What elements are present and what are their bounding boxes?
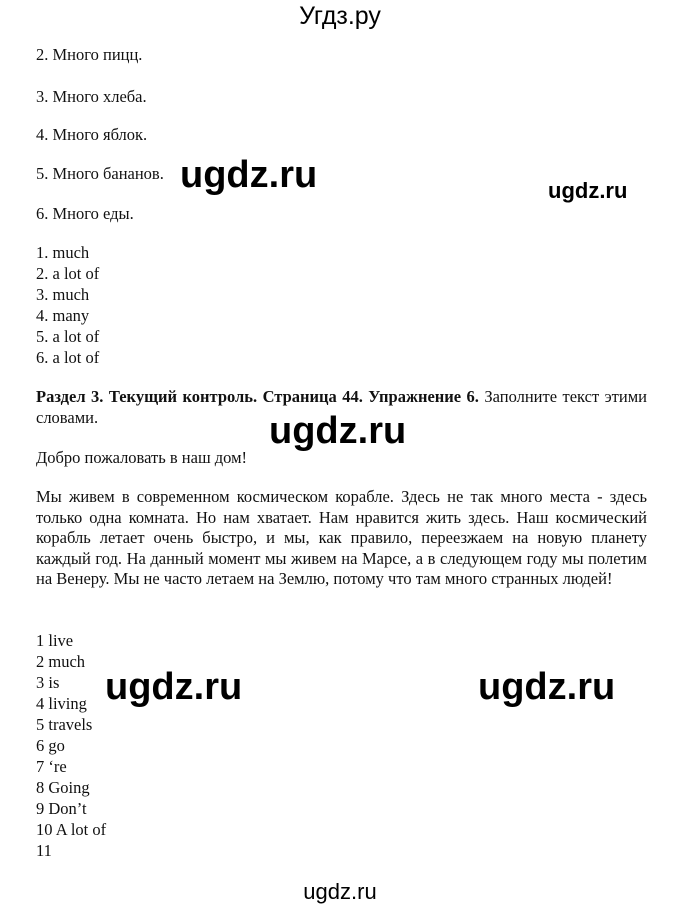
- answer-item: 6. a lot of: [36, 348, 100, 367]
- answer-item: 4 living: [36, 694, 87, 713]
- answer-item: 6 go: [36, 736, 65, 755]
- sentence-3: 3. Много хлеба.: [36, 87, 147, 106]
- sentence-2: 2. Много пицц.: [36, 45, 143, 64]
- answer-item: 8 Going: [36, 778, 90, 797]
- answer-item: 5 travels: [36, 715, 93, 734]
- sentence-5: 5. Много бананов.: [36, 164, 164, 183]
- site-header: Угдз.ру: [299, 2, 381, 30]
- watermark-text: ugdz.ru: [478, 666, 616, 708]
- answer-item: 2. a lot of: [36, 264, 100, 283]
- watermark-text: ugdz.ru: [548, 178, 628, 203]
- story-paragraph: Мы живем в современном космическом корабле. Здесь не так много места - здесь только одна комната. Но нам хватает. Нам нравится жить здесь. Наш космический корабль летает очень быстро, и мы, как правило, переезжаем на новую планету каждый год. На данный момент мы живем на Марсе, а в следующем году мы полетим на Венеру. Мы не часто летаем на Землю, потому что там много странных людей!: [36, 487, 647, 588]
- watermark-text: ugdz.ru: [269, 410, 407, 452]
- answer-item: 3. much: [36, 285, 90, 304]
- answer-item: 1 live: [36, 631, 74, 650]
- answer-item: 11: [36, 841, 52, 860]
- watermark-text: ugdz.ru: [180, 154, 318, 196]
- answer-item: 4. many: [36, 306, 90, 325]
- answer-item: 5. a lot of: [36, 327, 100, 346]
- section-heading-rest: Заполните текст этими словами.: [36, 387, 647, 427]
- footer-watermark: ugdz.ru: [303, 879, 377, 904]
- watermark-text: ugdz.ru: [105, 666, 243, 708]
- greeting: Добро пожаловать в наш дом!: [36, 448, 248, 467]
- answer-item: 2 much: [36, 652, 86, 671]
- answer-item: 1. much: [36, 243, 90, 262]
- section-heading-bold: Раздел 3. Текущий контроль. Страница 44. Упражнение 6.: [36, 387, 479, 406]
- sentence-6: 6. Много еды.: [36, 204, 134, 223]
- answer-item: 10 A lot of: [36, 820, 107, 839]
- answer-item: 9 Don’t: [36, 799, 87, 818]
- answer-item: 7 ‘re: [36, 757, 67, 776]
- sentence-4: 4. Много яблок.: [36, 125, 148, 144]
- answer-item: 3 is: [36, 673, 60, 692]
